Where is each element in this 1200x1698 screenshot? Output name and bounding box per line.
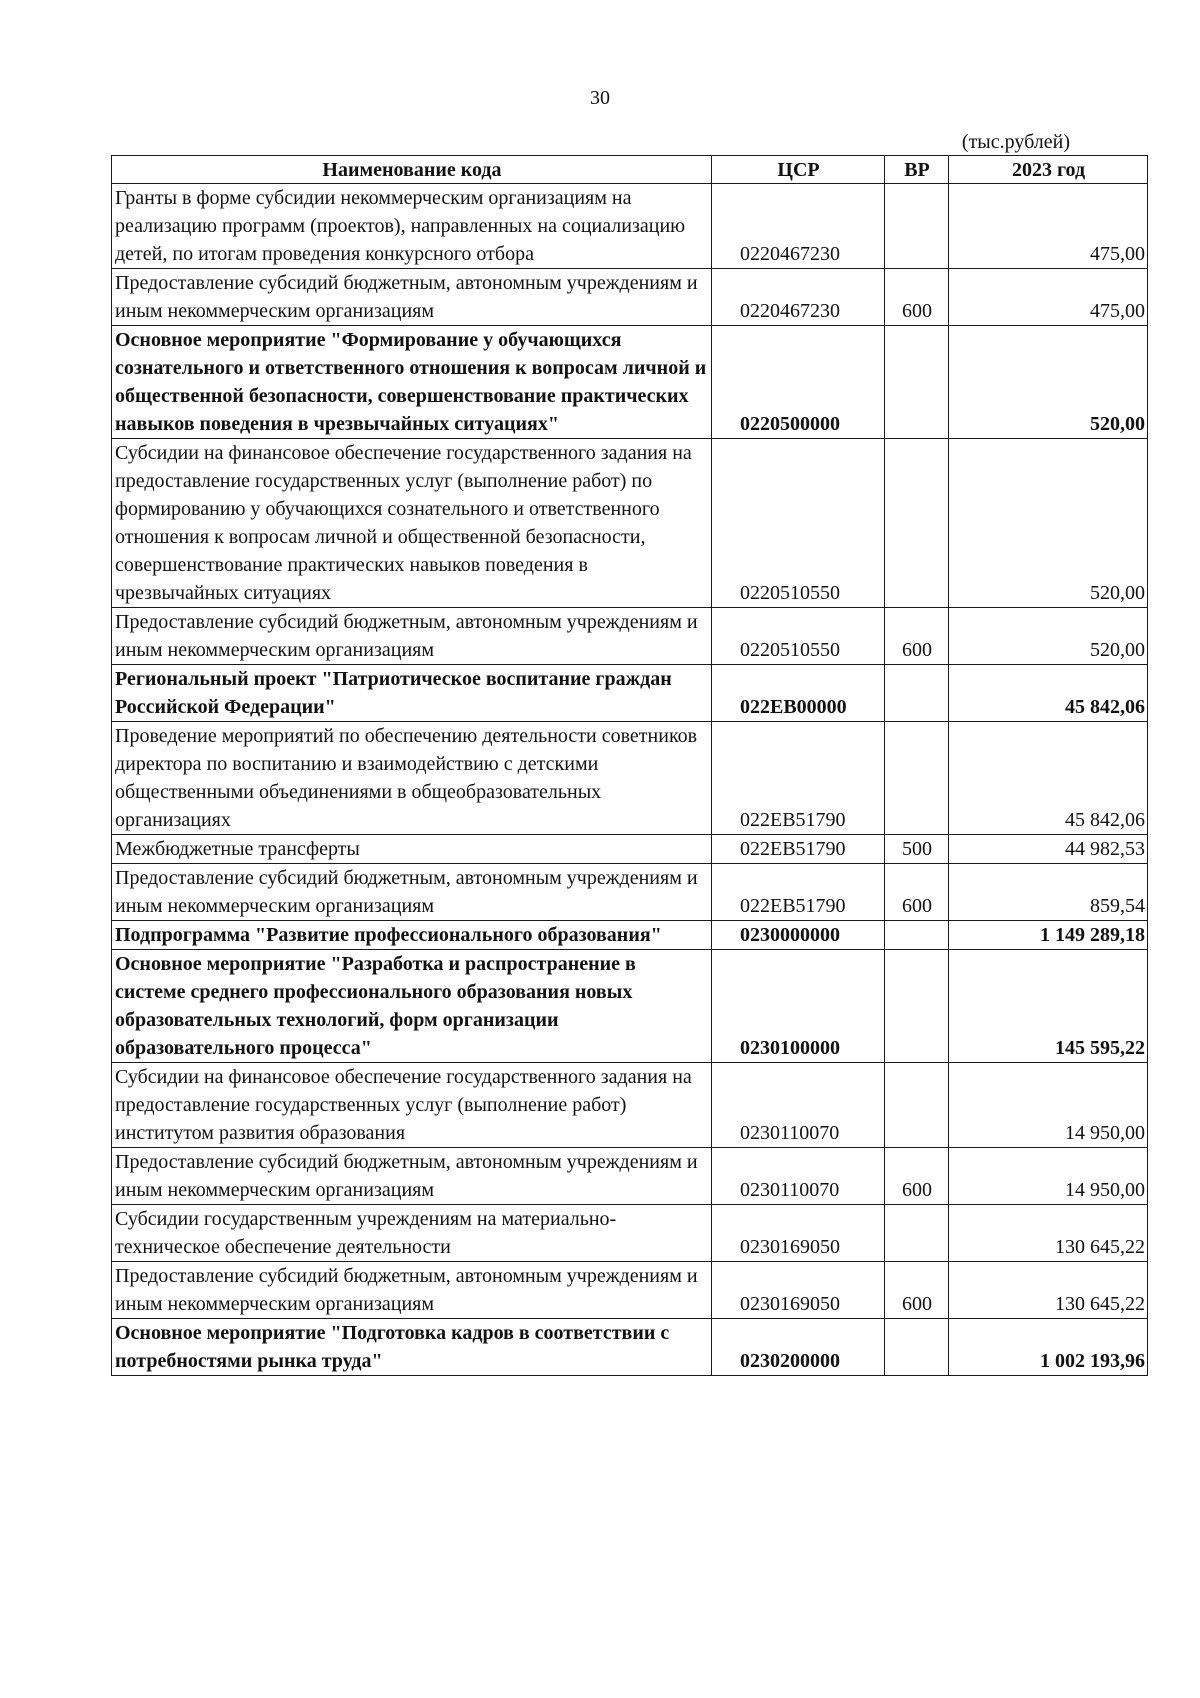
cell-amount: 520,00 <box>949 439 1148 608</box>
table-row <box>112 439 1148 608</box>
table-header <box>112 156 1148 184</box>
header-vr: ВР <box>885 156 949 184</box>
cell-vr: 600 <box>885 1262 949 1319</box>
table-row <box>112 1205 1148 1262</box>
cell-amount: 130 645,22 <box>949 1205 1148 1262</box>
cell-name: Основное мероприятие "Разработка и распространение в системе среднего профессионального образования новых образовательных технологий, форм организации образовательного процесса" <box>112 950 712 1063</box>
cell-amount: 44 982,53 <box>949 835 1148 864</box>
cell-amount: 14 950,00 <box>949 1148 1148 1205</box>
cell-vr: 500 <box>885 835 949 864</box>
cell-vr <box>885 921 949 950</box>
cell-amount: 145 595,22 <box>949 950 1148 1063</box>
cell-name: Субсидии государственным учреждениям на материально-техническое обеспечение деятельности <box>112 1205 712 1262</box>
cell-csr: 0230100000 <box>712 950 885 1063</box>
cell-csr: 0230169050 <box>712 1262 885 1319</box>
cell-name: Предоставление субсидий бюджетным, автономным учреждениям и иным некоммерческим организациям <box>112 1262 712 1319</box>
table-row <box>112 1319 1148 1376</box>
header-name: Наименование кода <box>112 156 712 184</box>
cell-name: Предоставление субсидий бюджетным, автономным учреждениям и иным некоммерческим организациям <box>112 608 712 665</box>
cell-amount: 520,00 <box>949 608 1148 665</box>
cell-name: Гранты в форме субсидии некоммерческим организациям на реализацию программ (проектов), направленных на социализацию детей, по итогам проведения конкурсного отбора <box>112 184 712 269</box>
cell-name: Предоставление субсидий бюджетным, автономным учреждениям и иным некоммерческим организациям <box>112 864 712 921</box>
cell-vr <box>885 326 949 439</box>
cell-name: Региональный проект "Патриотическое воспитание граждан Российской Федерации" <box>112 665 712 722</box>
table-row <box>112 184 1148 269</box>
cell-vr <box>885 1063 949 1148</box>
cell-vr: 600 <box>885 269 949 326</box>
cell-amount: 45 842,06 <box>949 722 1148 835</box>
cell-csr: 022EB00000 <box>712 665 885 722</box>
table-row <box>112 950 1148 1063</box>
table-row <box>112 326 1148 439</box>
table-row <box>112 608 1148 665</box>
cell-csr: 022EB51790 <box>712 835 885 864</box>
cell-amount: 45 842,06 <box>949 665 1148 722</box>
cell-name: Субсидии на финансовое обеспечение государственного задания на предоставление государственных услуг (выполнение работ) по формированию у обучающихся сознательного и ответственного отношения к вопросам личной и общественной безопасности, совершенствование практических навыков поведения в чрезвычайных ситуациях <box>112 439 712 608</box>
cell-vr <box>885 1319 949 1376</box>
cell-name: Основное мероприятие "Подготовка кадров в соответствии с потребностями рынка труда" <box>112 1319 712 1376</box>
cell-name: Проведение мероприятий по обеспечению деятельности советников директора по воспитанию и взаимодействию с детскими общественными объединениями в общеобразовательных организациях <box>112 722 712 835</box>
table-row <box>112 1148 1148 1205</box>
cell-amount: 859,54 <box>949 864 1148 921</box>
table-row <box>112 722 1148 835</box>
cell-csr: 0220510550 <box>712 439 885 608</box>
cell-csr: 0230169050 <box>712 1205 885 1262</box>
header-row <box>112 156 1148 184</box>
cell-vr <box>885 439 949 608</box>
cell-name: Подпрограмма "Развитие профессионального образования" <box>112 921 712 950</box>
cell-vr <box>885 1205 949 1262</box>
cell-csr: 022EB51790 <box>712 864 885 921</box>
cell-name: Субсидии на финансовое обеспечение государственного задания на предоставление государственных услуг (выполнение работ) институтом развития образования <box>112 1063 712 1148</box>
cell-csr: 0230110070 <box>712 1063 885 1148</box>
cell-csr: 0220467230 <box>712 269 885 326</box>
table-row <box>112 1063 1148 1148</box>
cell-name: Предоставление субсидий бюджетным, автономным учреждениям и иным некоммерческим организациям <box>112 269 712 326</box>
cell-csr: 0230000000 <box>712 921 885 950</box>
cell-amount: 520,00 <box>949 326 1148 439</box>
header-csr: ЦСР <box>712 156 885 184</box>
cell-vr: 600 <box>885 864 949 921</box>
cell-amount: 1 002 193,96 <box>949 1319 1148 1376</box>
budget-table <box>111 155 1148 1376</box>
cell-amount: 475,00 <box>949 184 1148 269</box>
cell-vr <box>885 722 949 835</box>
cell-amount: 130 645,22 <box>949 1262 1148 1319</box>
table-row <box>112 269 1148 326</box>
header-year: 2023 год <box>949 156 1148 184</box>
cell-name: Предоставление субсидий бюджетным, автономным учреждениям и иным некоммерческим организациям <box>112 1148 712 1205</box>
table-row <box>112 1262 1148 1319</box>
cell-csr: 0220467230 <box>712 184 885 269</box>
table-row <box>112 921 1148 950</box>
page-number: 30 <box>590 87 610 109</box>
cell-vr: 600 <box>885 1148 949 1205</box>
cell-vr <box>885 950 949 1063</box>
cell-name: Основное мероприятие "Формирование у обучающихся сознательного и ответственного отношения к вопросам личной и общественной безопасности, совершенствование практических навыков поведения в чрезвычайных ситуациях" <box>112 326 712 439</box>
units-note: (тыс.рублей) <box>961 131 1070 153</box>
table-row <box>112 835 1148 864</box>
cell-amount: 475,00 <box>949 269 1148 326</box>
cell-name: Межбюджетные трансферты <box>112 835 712 864</box>
cell-csr: 0220510550 <box>712 608 885 665</box>
table-row <box>112 665 1148 722</box>
table-body <box>112 184 1148 1376</box>
cell-csr: 022EB51790 <box>712 722 885 835</box>
cell-csr: 0230200000 <box>712 1319 885 1376</box>
cell-vr <box>885 184 949 269</box>
cell-amount: 1 149 289,18 <box>949 921 1148 950</box>
cell-csr: 0220500000 <box>712 326 885 439</box>
cell-vr <box>885 665 949 722</box>
cell-amount: 14 950,00 <box>949 1063 1148 1148</box>
table-row <box>112 864 1148 921</box>
cell-csr: 0230110070 <box>712 1148 885 1205</box>
cell-vr: 600 <box>885 608 949 665</box>
